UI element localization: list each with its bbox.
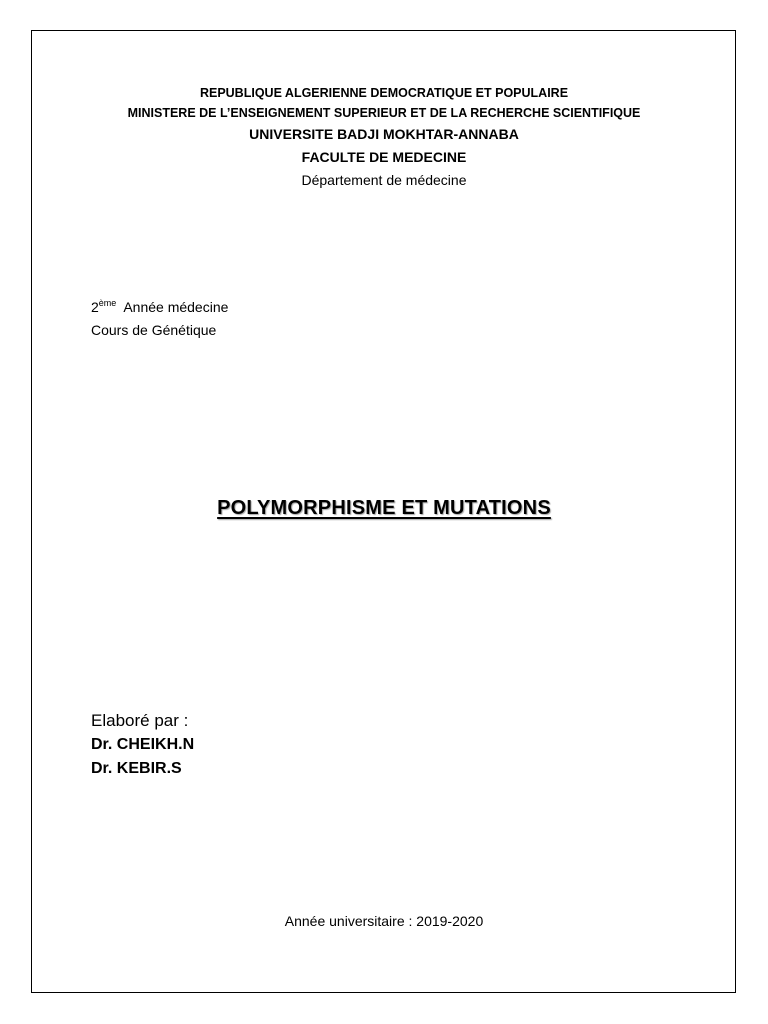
authors-label: Elaboré par :: [91, 711, 189, 730]
ministry-heading: MINISTERE DE L’ENSEIGNEMENT SUPERIEUR ET DE LA RECHERCHE SCIENTIFIQUE: [127, 106, 641, 120]
author-name: Dr. CHEIKH.N: [91, 736, 195, 753]
university-heading: UNIVERSITE BADJI MOKHTAR-ANNABA: [249, 126, 519, 142]
year-suffix: ème: [98, 298, 117, 308]
course-name: Cours de Génétique: [91, 322, 217, 338]
republic-heading: REPUBLIQUE ALGERIENNE DEMOCRATIQUE ET POPULAIRE: [199, 86, 569, 100]
department-heading: Département de médecine: [301, 172, 467, 188]
year-text: Année médecine: [123, 299, 229, 315]
study-year: [91, 299, 228, 315]
document-title: POLYMORPHISME ET MUTATIONS: [217, 497, 551, 519]
author-name: Dr. KEBIR.S: [91, 760, 182, 777]
academic-year: Année universitaire : 2019-2020: [284, 913, 484, 929]
year-number: 2: [91, 299, 99, 315]
faculty-heading: FACULTE DE MEDECINE: [301, 149, 467, 165]
